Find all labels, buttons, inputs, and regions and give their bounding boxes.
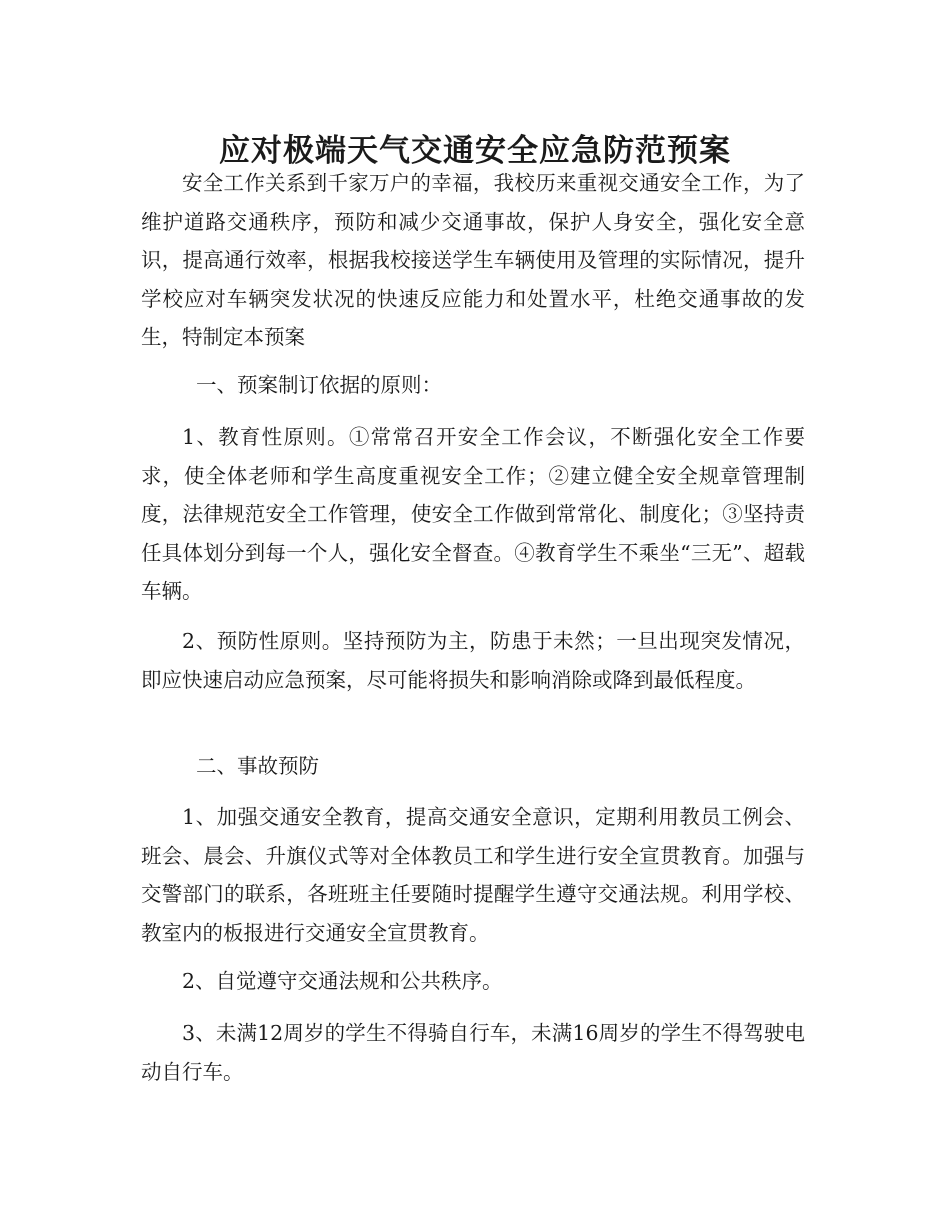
principle-education-paragraph: 1、教育性原则。①常常召开安全工作会议，不断强化安全工作要求，使全体老师和学生高度重视安全工作；②建立健全安全规章管理制度，法律规范安全工作管理，使安全工作做到常常化、制度化；③坚持责任具体划分到每一个人，强化安全督查。④教育学生不乘坐“三无”、超载车辆。 <box>141 425 805 603</box>
document-title: 应对极端天气交通安全应急防范预案 <box>219 132 731 169</box>
section-heading-principles: 一、预案制订依据的原则： <box>196 373 442 397</box>
prevention-item-2-paragraph: 2、自觉遵守交通法规和公共秩序。 <box>182 969 503 993</box>
prevention-item-1-paragraph: 1、加强交通安全教育，提高交通安全意识，定期利用教员工例会、班会、晨会、升旗仪式等对全体教员工和学生进行安全宣贯教育。加强与交警部门的联系，各班班主任要随时提醒学生遵守交通法规。利用学校、教室内的板报进行交通安全宣贯教育。 <box>141 805 805 945</box>
section-heading-accident-prevention: 二、事故预防 <box>196 754 319 778</box>
intro-paragraph: 安全工作关系到千家万户的幸福，我校历来重视交通安全工作，为了维护道路交通秩序，预防和减少交通事故，保护人身安全，强化安全意识，提高通行效率，根据我校接送学生车辆使用及管理的实际情况，提升学校应对车辆突发状况的快速反应能力和处置水平，杜绝交通事故的发生，特制定本预案 <box>141 171 805 349</box>
principle-prevention-paragraph: 2、预防性原则。坚持预防为主，防患于未然；一旦出现突发情况，即应快速启动应急预案，尽可能将损失和影响消除或降到最低程度。 <box>141 629 805 692</box>
prevention-item-3-paragraph: 3、未满12周岁的学生不得骑自行车，未满16周岁的学生不得驾驶电动自行车。 <box>141 1021 805 1084</box>
